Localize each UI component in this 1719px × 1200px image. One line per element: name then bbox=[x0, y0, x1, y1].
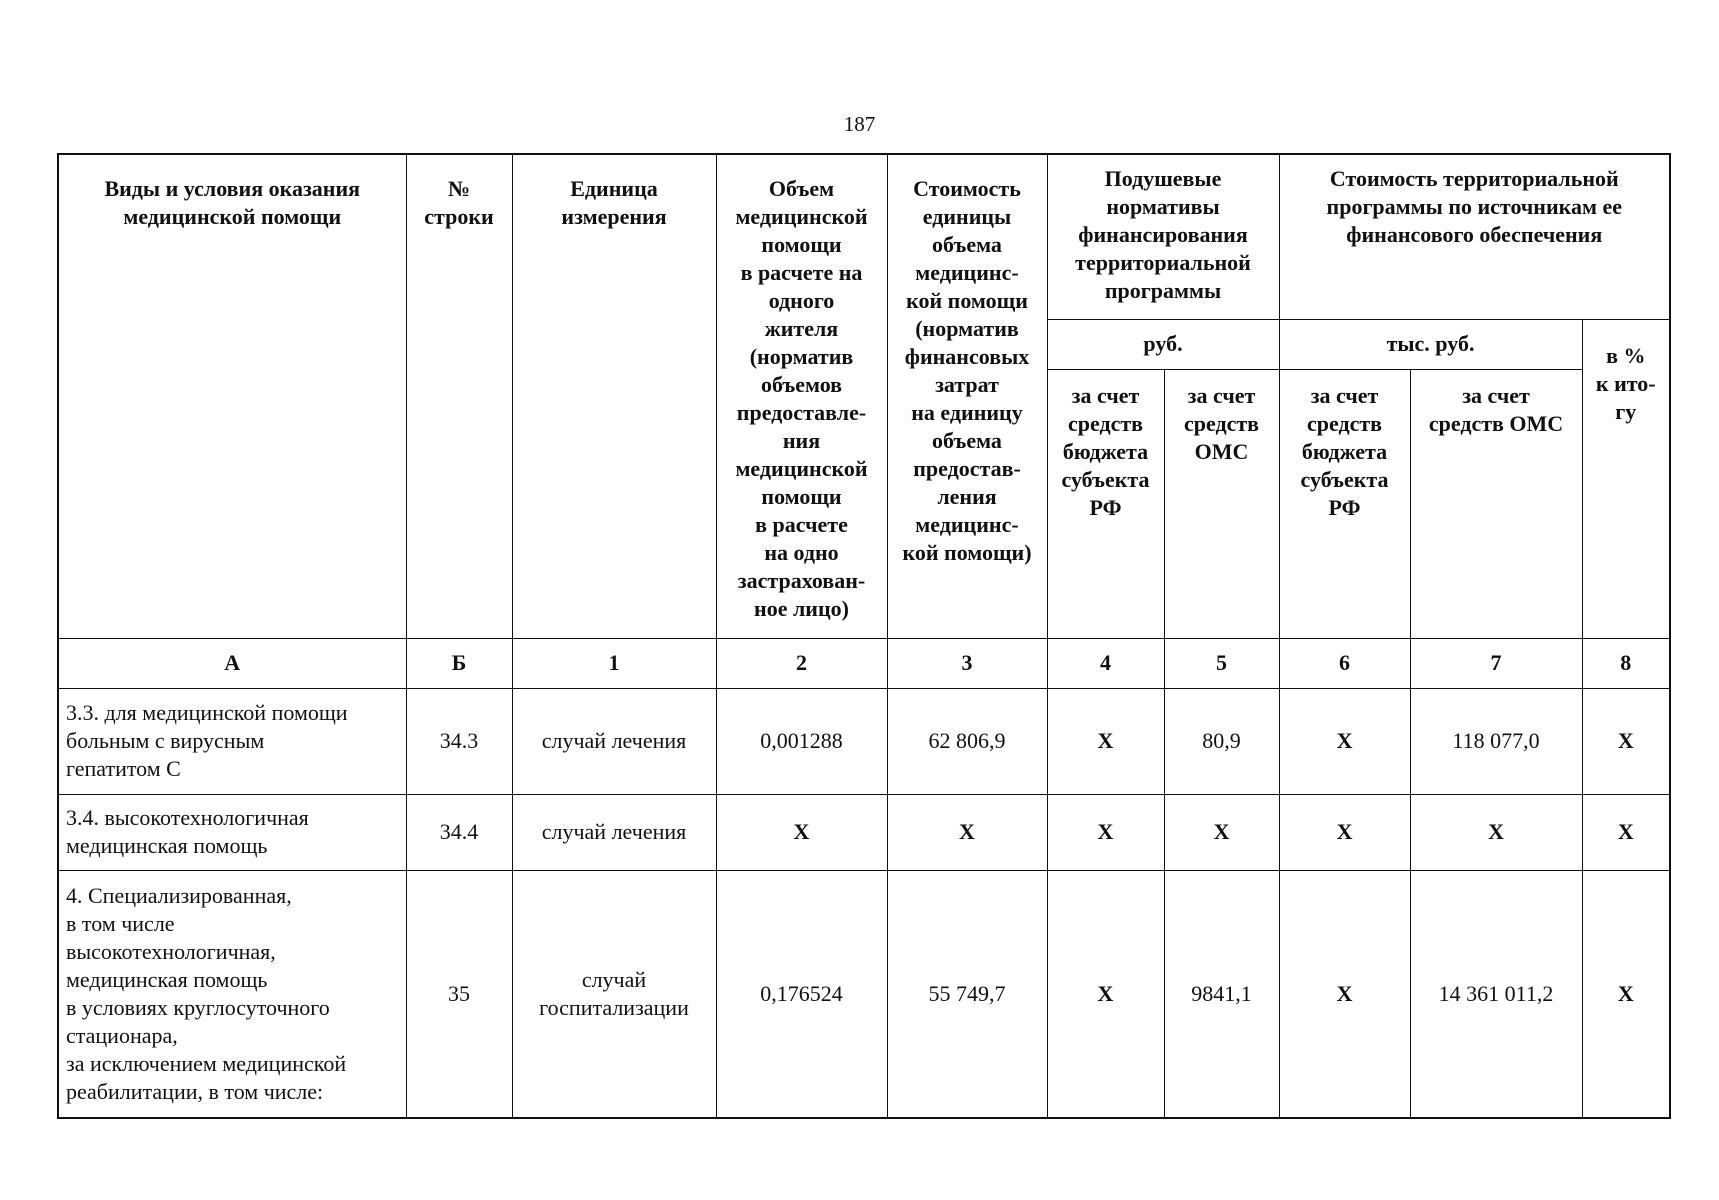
header-budget-total: за счет средств бюджета субъекта РФ bbox=[1279, 369, 1410, 638]
column-index-1: 1 bbox=[512, 638, 716, 688]
header-budget-per-capita: за счет средств бюджета субъекта РФ bbox=[1047, 369, 1164, 638]
row-oms-total: X bbox=[1410, 794, 1582, 870]
row-budget-per-capita: X bbox=[1047, 870, 1164, 1118]
row-line-number: 35 bbox=[406, 870, 512, 1118]
table-row bbox=[58, 794, 1670, 870]
column-index-row bbox=[58, 638, 1670, 688]
column-index-4: 4 bbox=[1047, 638, 1164, 688]
row-oms-per-capita: X bbox=[1164, 794, 1279, 870]
header-volume: Объем медицинской помощи в расчете на одного жителя (норматив объемов предоставле- ния медицинской помощи в расчете на одно застрахован- ное лицо) bbox=[716, 154, 887, 638]
row-percent: X bbox=[1582, 794, 1670, 870]
row-unit: случай госпитализации bbox=[512, 870, 716, 1118]
header-kinds-of-care: Виды и условия оказания медицинской помощи bbox=[58, 154, 406, 638]
header-percent-total: в % к ито- гу bbox=[1582, 319, 1670, 638]
column-index-6: 6 bbox=[1279, 638, 1410, 688]
row-unit-cost: 55 749,7 bbox=[887, 870, 1047, 1118]
row-budget-total: X bbox=[1279, 794, 1410, 870]
row-unit-cost: X bbox=[887, 794, 1047, 870]
row-volume: X bbox=[716, 794, 887, 870]
column-index-3: 3 bbox=[887, 638, 1047, 688]
column-index-7: 7 bbox=[1410, 638, 1582, 688]
row-unit: случай лечения bbox=[512, 794, 716, 870]
header-cost-group: Стоимость территориальной программы по источникам ее финансового обеспечения bbox=[1279, 154, 1670, 319]
column-index-5: 5 bbox=[1164, 638, 1279, 688]
header-unit-cost: Стоимость единицы объема медицинс- кой помощи (норматив финансовых затрат на единицу объема предостав- ления медицинс- кой помощи) bbox=[887, 154, 1047, 638]
row-budget-per-capita: X bbox=[1047, 794, 1164, 870]
row-budget-total: X bbox=[1279, 688, 1410, 794]
financing-table bbox=[57, 153, 1671, 1119]
page-number: 187 bbox=[843, 112, 876, 136]
row-name: 4. Специализированная, в том числе высокотехнологичная, медицинская помощь в условиях круглосуточного стационара, за исключением медицинской реабилитации, в том числе: bbox=[58, 870, 406, 1118]
column-index-2: 2 bbox=[716, 638, 887, 688]
row-percent: X bbox=[1582, 688, 1670, 794]
row-oms-total: 118 077,0 bbox=[1410, 688, 1582, 794]
column-index-a: А bbox=[58, 638, 406, 688]
row-oms-total: 14 361 011,2 bbox=[1410, 870, 1582, 1118]
row-budget-total: X bbox=[1279, 870, 1410, 1118]
header-unit-rub: руб. bbox=[1047, 319, 1279, 369]
row-oms-per-capita: 9841,1 bbox=[1164, 870, 1279, 1118]
row-line-number: 34.3 bbox=[406, 688, 512, 794]
header-row-1 bbox=[58, 154, 1670, 319]
row-unit-cost: 62 806,9 bbox=[887, 688, 1047, 794]
row-line-number: 34.4 bbox=[406, 794, 512, 870]
header-oms-total: за счет средств ОМС bbox=[1410, 369, 1582, 638]
row-budget-per-capita: X bbox=[1047, 688, 1164, 794]
header-oms-per-capita: за счет средств ОМС bbox=[1164, 369, 1279, 638]
row-unit: случай лечения bbox=[512, 688, 716, 794]
column-index-8: 8 bbox=[1582, 638, 1670, 688]
table-row bbox=[58, 870, 1670, 1118]
row-name: 3.4. высокотехнологичная медицинская помощь bbox=[58, 794, 406, 870]
row-name: 3.3. для медицинской помощи больным с вирусным гепатитом С bbox=[58, 688, 406, 794]
header-unit-thousand-rub: тыс. руб. bbox=[1279, 319, 1582, 369]
header-line-number: № строки bbox=[406, 154, 512, 638]
row-volume: 0,176524 bbox=[716, 870, 887, 1118]
row-percent: X bbox=[1582, 870, 1670, 1118]
row-volume: 0,001288 bbox=[716, 688, 887, 794]
table-row bbox=[58, 688, 1670, 794]
column-index-b: Б bbox=[406, 638, 512, 688]
header-unit: Единица измерения bbox=[512, 154, 716, 638]
header-per-capita-group: Подушевые нормативы финансирования территориальной программы bbox=[1047, 154, 1279, 319]
row-oms-per-capita: 80,9 bbox=[1164, 688, 1279, 794]
